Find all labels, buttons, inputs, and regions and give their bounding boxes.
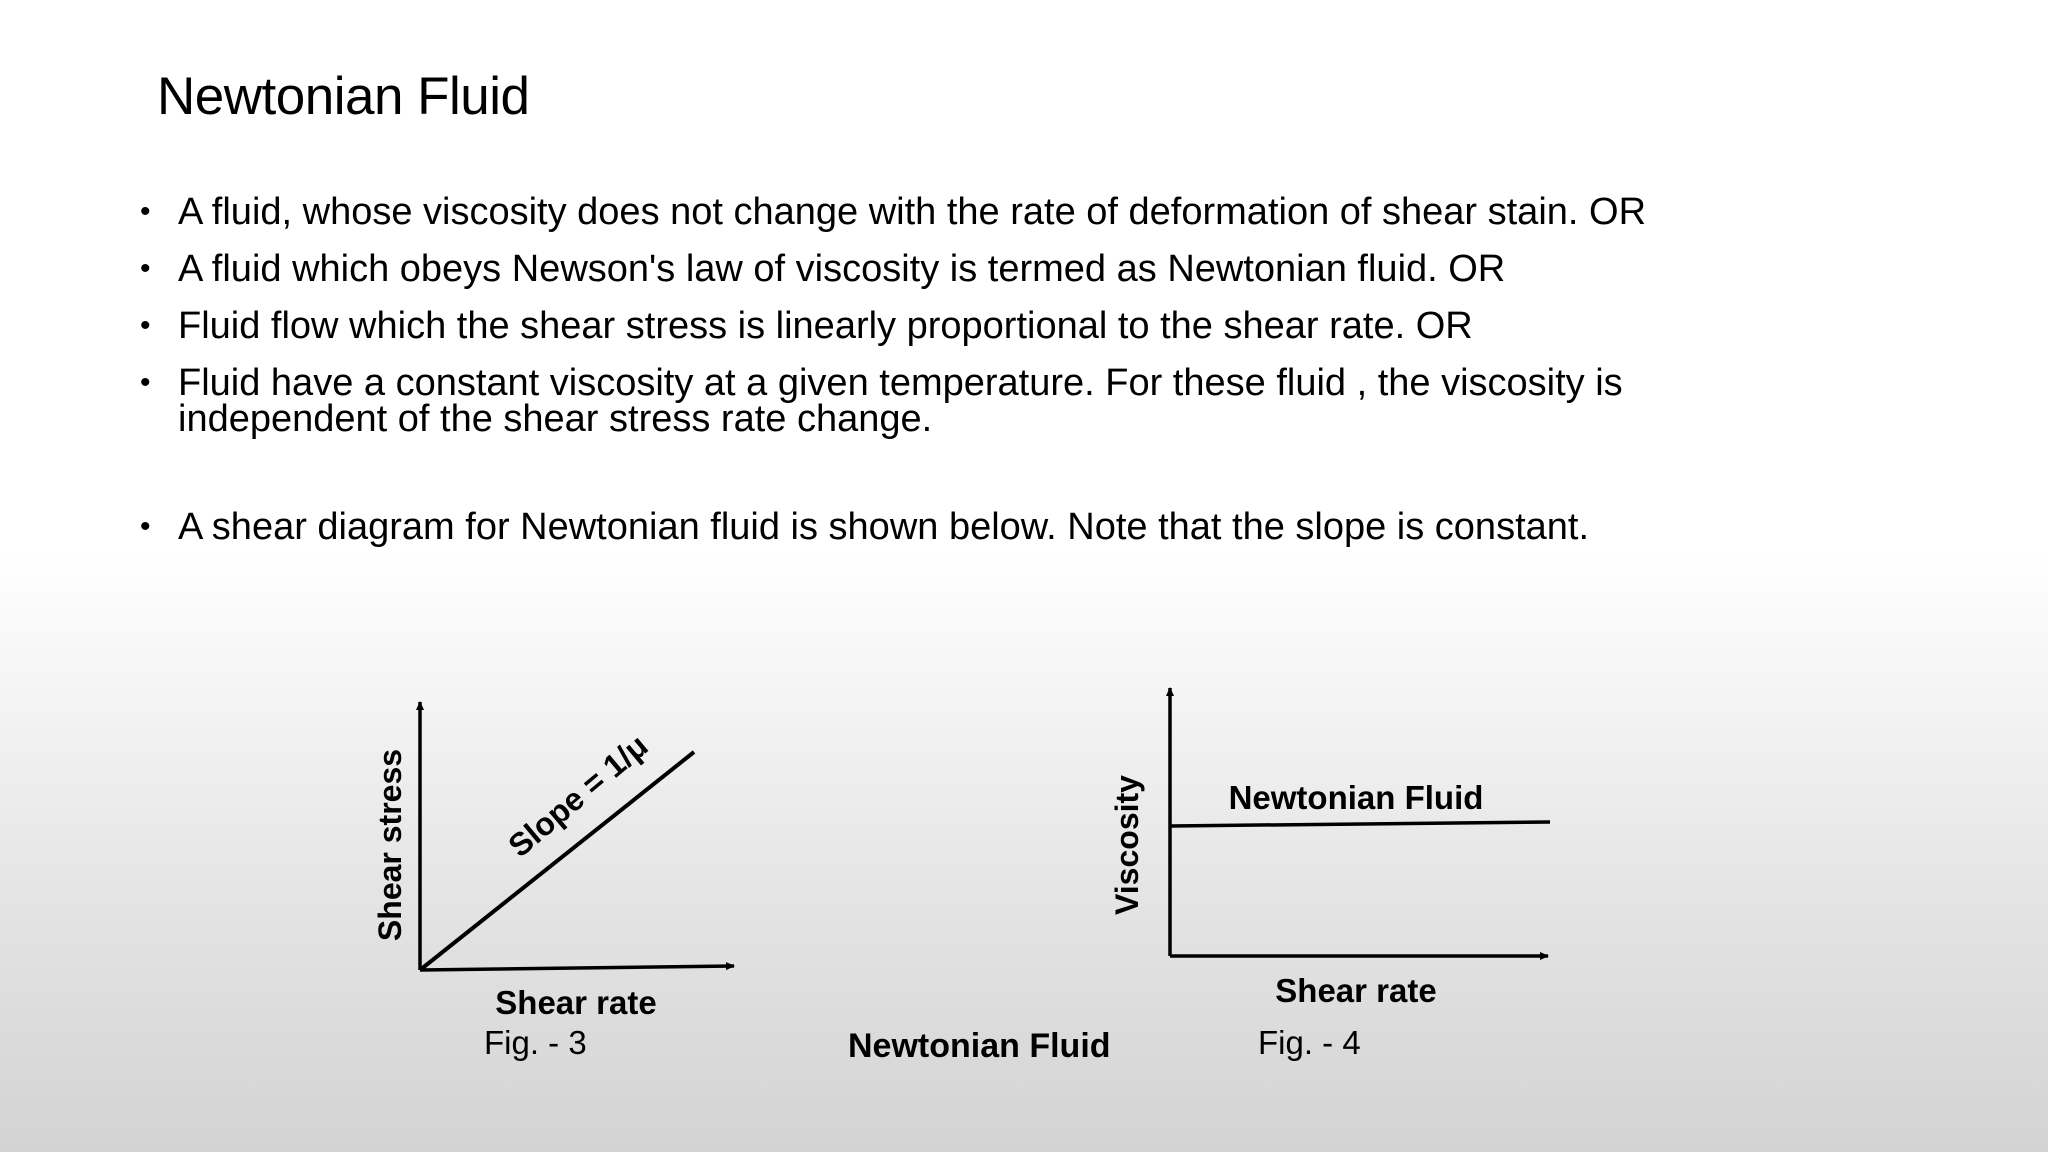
fig4-ylabel: Viscosity [1109,775,1145,915]
slide-title: Newtonian Fluid [157,67,530,126]
bullet-text: A fluid which obeys Newson's law of viscosity is termed as Newtonian fluid. OR [178,248,1506,290]
fig3-slope-line [420,752,694,970]
figure-4 [1109,688,1550,1009]
bullet-text: Fluid flow which the shear stress is linearly proportional to the shear rate. OR [178,305,1473,347]
fig3-caption: Fig. - 3 [484,1024,587,1061]
bullet-dot: • [140,195,151,228]
bullet-dot: • [140,309,151,342]
fig3-ylabel: Shear stress [372,748,408,942]
fig4-caption: Fig. - 4 [1258,1024,1361,1061]
bullet-text: A shear diagram for Newtonian fluid is shown below. Note that the slope is constant. [178,506,1590,548]
center-caption: Newtonian Fluid [848,1027,1111,1065]
bullet-dot: • [140,252,151,285]
fig3-line-label: Slope = 1/μ [501,727,655,864]
fig3-x-axis [420,966,734,970]
bullet-dot: • [140,366,151,399]
bullet-dot: • [140,510,151,543]
fig4-xlabel: Shear rate [1275,972,1437,1009]
figure-3 [372,702,734,1021]
bullet-text: A fluid, whose viscosity does not change with the rate of deformation of shear stain. OR [178,191,1647,233]
bullet-text: Fluid have a constant viscosity at a given temperature. For these fluid , the viscosity is independent of the shear stress rate change. [178,362,1623,440]
fig3-xlabel: Shear rate [495,984,657,1021]
fig4-constant-line [1170,822,1550,826]
fig4-line-label: Newtonian Fluid [1228,779,1484,816]
